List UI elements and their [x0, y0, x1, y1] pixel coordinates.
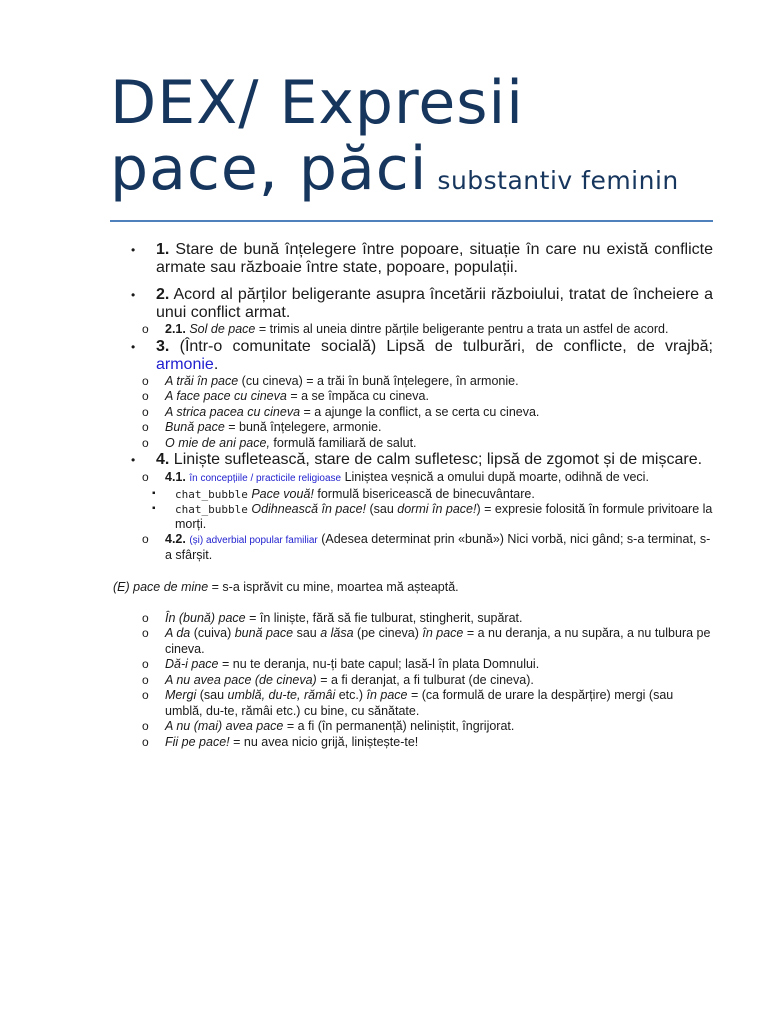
expression-term-alt: dormi în pace!: [397, 501, 477, 516]
expression-term: Fii pe pace!: [165, 734, 230, 749]
usage-tag[interactable]: (și) adverbial popular familiar: [189, 534, 318, 546]
sense-3: [110, 338, 713, 374]
circle-bullet: o: [142, 657, 149, 671]
expression-item: [110, 405, 713, 421]
circle-bullet: o: [142, 610, 149, 625]
expression-item: [110, 673, 713, 689]
expression-item: [110, 389, 713, 405]
bullet: •: [131, 243, 136, 257]
sense-2-subsenses: [110, 322, 713, 338]
expression-item: [110, 719, 713, 735]
expression-term: Dă-i pace: [165, 657, 219, 671]
senses-list-cont: [110, 338, 713, 374]
expression-term: în pace: [422, 626, 464, 640]
expression-text: = trimis al uneia dintre părțile beligerante pentru a trata un astfel de acord.: [255, 322, 669, 336]
sense-text: Acord al părților beligerante asupra încetării războiului, tratat de încheiere a unui conflict armat.: [156, 286, 713, 321]
sense-text: Stare de bună înțelegere între popoare, situație în care nu există conflicte armate sau războaie între state, popoare, populații.: [156, 241, 714, 276]
sense-end: .: [213, 355, 219, 373]
expression-text: = a fi deranjat, a fi tulburat (de cineva).: [316, 672, 534, 687]
expression-text: (cu cineva) = a trăi în bună înțelegere, în armonie.: [238, 373, 519, 388]
expression-text: = nu avea nicio grijă, liniștește-te!: [229, 734, 419, 749]
sense-number: 1.: [156, 241, 170, 258]
circle-bullet: o: [142, 470, 149, 484]
bullet: •: [131, 339, 136, 354]
expression-item: [110, 436, 713, 452]
expression-term: în pace: [366, 688, 408, 702]
expression-item: [110, 657, 713, 673]
expression-text: = a nu deranja, a nu supăra, a nu tulbura pe cineva.: [165, 626, 711, 656]
document-page: [110, 70, 713, 750]
expression-term: Sol de pace: [189, 322, 256, 336]
sense-number: 2.: [156, 286, 170, 303]
subsense-text: Liniștea veșnică a omului după moarte, odihnă de veci.: [341, 470, 649, 484]
subsense-number: 4.2.: [165, 531, 186, 546]
expression-item: [110, 735, 713, 751]
circle-bullet: o: [142, 435, 149, 450]
sense-text: Liniște sufletească, stare de calm sufletesc; lipsă de zgomot și de mișcare.: [173, 451, 703, 468]
bubble-expressions: [110, 487, 713, 532]
bubble-item: [110, 502, 713, 532]
expression-text: = a fi (în permanență) neliniștit, îngrijorat.: [283, 719, 515, 733]
expression-term: umblă, du-te, rămâi: [227, 688, 336, 702]
expression-text: sau: [293, 626, 321, 640]
square-bullet: ▪: [152, 502, 156, 514]
subsense-4-2: [110, 532, 713, 564]
expression-item: [110, 374, 713, 390]
senses-list-cont-2: [110, 451, 713, 469]
expression-term: A trăi în pace: [165, 373, 239, 388]
expression-term: A face pace cu cineva: [165, 389, 287, 403]
circle-bullet: o: [142, 404, 149, 419]
expression-text: ) = expresie folosită în formule privitoare la morți.: [175, 501, 713, 531]
expression-term: A strica pacea cu cineva: [165, 404, 301, 419]
sense-3-expressions: [110, 374, 713, 452]
circle-bullet: o: [142, 688, 149, 702]
subsense-4-1: [110, 470, 713, 487]
chat-bubble-icon: chat_bubble: [175, 502, 248, 516]
expression-term: (E) pace de mine: [113, 579, 209, 594]
sense-4-subsenses: [110, 470, 713, 487]
circle-bullet: o: [142, 389, 149, 403]
expression-term: O mie de ani pace,: [165, 435, 270, 450]
expression-text: = (ca formulă de urare la despărțire) mergi (sau umblă, du-te, rămâi etc.) cu bine, cu sănătate.: [165, 688, 674, 718]
expression-text: = bună înțelegere, armonie.: [224, 420, 382, 434]
expression-term: În (bună) pace: [165, 610, 246, 625]
title-line-2: pace, păci: [110, 134, 428, 204]
circle-bullet: o: [142, 672, 149, 687]
expression-term: A nu avea pace (de cineva): [165, 672, 317, 687]
sense-number: 3.: [156, 337, 170, 355]
expression-term: Bună pace: [165, 420, 225, 434]
circle-bullet: o: [142, 420, 149, 434]
circle-bullet: o: [142, 531, 149, 546]
expression-term: Pace vouă!: [251, 486, 314, 501]
expression-item: [110, 611, 713, 627]
subsense-number: 4.1.: [165, 470, 186, 484]
square-bullet: ▪: [152, 487, 156, 499]
expression-term: Mergi: [165, 688, 197, 702]
domain-tag[interactable]: în concepțiile / practicile religioase: [189, 473, 342, 484]
part-of-speech: substantiv feminin: [437, 166, 679, 195]
expression-text: = a se împăca cu cineva.: [286, 389, 429, 403]
expression-item: [110, 688, 713, 719]
synonym-link[interactable]: armonie: [156, 355, 214, 373]
expression-text: etc.): [335, 688, 367, 702]
sense-2: [110, 286, 713, 322]
senses-list: [110, 241, 713, 322]
more-expressions: [110, 611, 713, 751]
title-divider: [110, 220, 713, 222]
expression-term: A da: [165, 626, 191, 640]
etymology-line: [113, 580, 713, 595]
bubble-item: [110, 487, 713, 502]
sense-4-subsenses-b: [110, 532, 713, 564]
expression-text: = în liniște, fără să fie tulburat, stingherit, supărat.: [245, 610, 523, 625]
bullet: •: [131, 288, 136, 302]
subsense-number: 2.1.: [165, 322, 186, 336]
page-title: [110, 70, 713, 214]
circle-bullet: o: [142, 719, 149, 733]
expression-term: A nu (mai) avea pace: [165, 719, 284, 733]
expression-term: a lăsa: [320, 626, 354, 640]
chat-bubble-icon: chat_bubble: [175, 487, 248, 501]
bullet: •: [131, 453, 136, 467]
sense-4: [110, 451, 713, 469]
sense-1: [110, 241, 713, 277]
expression-text: (cuiva): [190, 626, 235, 640]
expression-text: (sau: [196, 688, 228, 702]
expression-term: bună pace: [234, 626, 294, 640]
expression-text: (sau: [366, 501, 398, 516]
title-line-1: DEX/ Expresii: [110, 68, 524, 138]
sense-number: 4.: [156, 451, 170, 468]
expression-text: = nu te deranja, nu-ți bate capul; lasă-l în plata Domnului.: [218, 657, 540, 671]
expression-item: [110, 420, 713, 436]
expression-text: formulă bisericească de binecuvântare.: [313, 486, 535, 501]
expression-text: formulă familiară de salut.: [269, 435, 417, 450]
circle-bullet: o: [142, 322, 149, 336]
expression-item: [110, 626, 713, 657]
expression-term: Odihnească în pace!: [251, 501, 367, 516]
circle-bullet: o: [142, 734, 149, 749]
expression-text: = a ajunge la conflict, a se certa cu cineva.: [300, 404, 540, 419]
subsense-text: (Adesea determinat prin «bună») Nici vorbă, nici gând; s-a terminat, s-a sfârșit.: [165, 531, 711, 562]
expression-text: = s-a isprăvit cu mine, moartea mă așteaptă.: [208, 579, 459, 594]
subsense-2-1: [110, 322, 713, 338]
circle-bullet: o: [142, 373, 149, 388]
sense-text: (Într-o comunitate socială) Lipsă de tulburări, de conflicte, de vrajbă;: [179, 337, 713, 355]
expression-text: (pe cineva): [353, 626, 423, 640]
circle-bullet: o: [142, 626, 149, 640]
